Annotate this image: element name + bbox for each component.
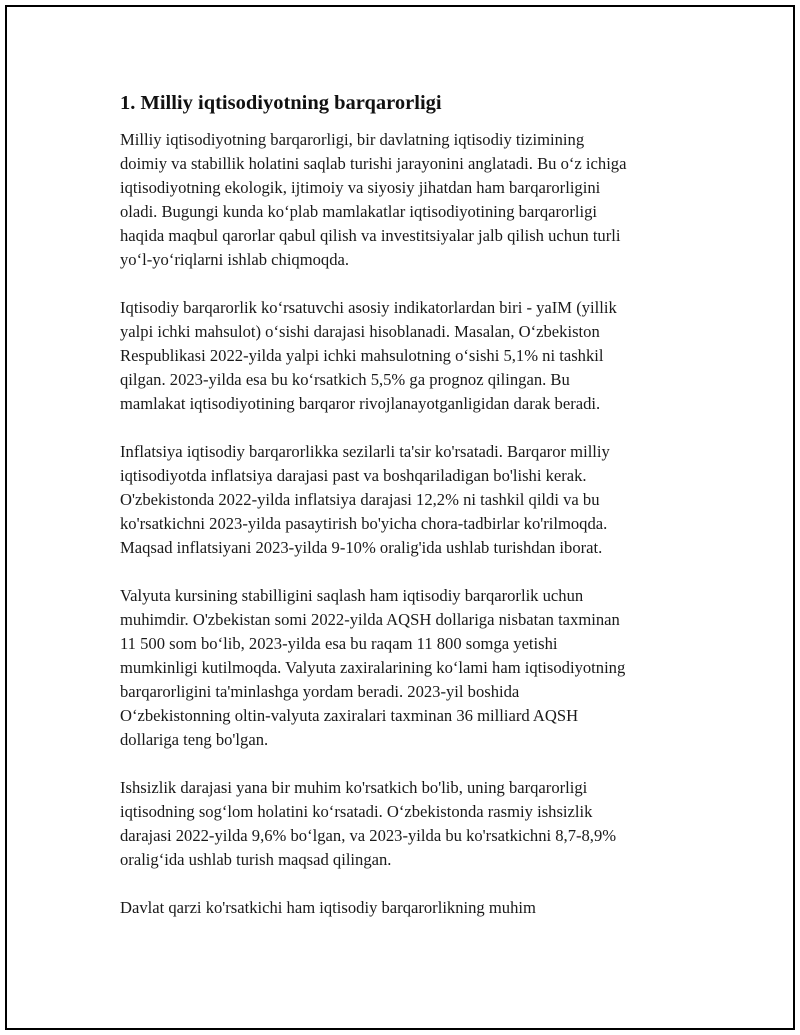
section-heading: 1. Milliy iqtisodiyotning barqarorligi	[120, 92, 442, 114]
text-line: O‘zbekistonning oltin-valyuta zaxiralari taxminan 36 milliard AQSH	[120, 706, 579, 725]
paragraph-list	[120, 128, 690, 920]
text-line: ko'rsatkichni 2023-yilda pasaytirish bo'yicha chora-tadbirlar ko'rilmoqda.	[120, 514, 608, 533]
text-line: qilgan. 2023-yilda esa bu ko‘rsatkich 5,5% ga prognoz qilingan. Bu	[120, 370, 570, 389]
text-line: darajasi 2022-yilda 9,6% bo‘lgan, va 2023-yilda bu ko'rsatkichni 8,7-8,9%	[120, 826, 617, 845]
text-line: oladi. Bugungi kunda ko‘plab mamlakatlar iqtisodiyotining barqarorligi	[120, 202, 597, 221]
text-line: Davlat qarzi ko'rsatkichi ham iqtisodiy barqarorlikning muhim	[120, 898, 536, 917]
text-line: Inflatsiya iqtisodiy barqarorlikka sezilarli ta'sir ko'rsatadi. Barqaror milliy	[120, 442, 610, 461]
text-line: iqtisodiyotning ekologik, ijtimoiy va siyosiy jihatdan ham barqarorligini	[120, 178, 601, 197]
text-line: Valyuta kursining stabilligini saqlash ham iqtisodiy barqarorlik uchun	[120, 586, 584, 605]
text-line: oralig‘ida ushlab turish maqsad qilingan.	[120, 850, 392, 869]
text-line: mumkinligi kutilmoqda. Valyuta zaxiralarining ko‘lami ham iqtisodiyotning	[120, 658, 626, 677]
text-line: iqtisodiyotda inflatsiya darajasi past va boshqariladigan bo'lishi kerak.	[120, 466, 587, 485]
paragraph	[120, 128, 690, 272]
document-body	[120, 90, 690, 944]
text-line: O'zbekistonda 2022-yilda inflatsiya darajasi 12,2% ni tashkil qildi va bu	[120, 490, 600, 509]
paragraph	[120, 896, 690, 920]
paragraph	[120, 440, 690, 560]
text-line: muhimdir. O'zbekistan somi 2022-yilda AQSH dollariga nisbatan taxminan	[120, 610, 620, 629]
text-line: yo‘l-yo‘riqlarni ishlab chiqmoqda.	[120, 250, 350, 269]
text-line: 11 500 som bo‘lib, 2023-yilda esa bu raqam 11 800 somga yetishi	[120, 634, 558, 653]
text-line: barqarorligini ta'minlashga yordam beradi. 2023-yil boshida	[120, 682, 520, 701]
text-line: iqtisodning sog‘lom holatini ko‘rsatadi. O‘zbekistonda rasmiy ishsizlik	[120, 802, 593, 821]
text-line: Iqtisodiy barqarorlik ko‘rsatuvchi asosiy indikatorlardan biri - yaIM (yillik	[120, 298, 617, 317]
text-line: Maqsad inflatsiyani 2023-yilda 9-10% oralig'ida ushlab turishdan iborat.	[120, 538, 603, 557]
paragraph	[120, 296, 690, 416]
text-line: Milliy iqtisodiyotning barqarorligi, bir davlatning iqtisodiy tizimining	[120, 130, 585, 149]
paragraph	[120, 776, 690, 872]
text-line: haqida maqbul qarorlar qabul qilish va investitsiyalar jalb qilish uchun turli	[120, 226, 621, 245]
text-line: Ishsizlik darajasi yana bir muhim ko'rsatkich bo'lib, uning barqarorligi	[120, 778, 588, 797]
text-line: dollariga teng bo'lgan.	[120, 730, 269, 749]
paragraph	[120, 584, 690, 752]
text-line: yalpi ichki mahsulot) o‘sishi darajasi hisoblanadi. Masalan, O‘zbekiston	[120, 322, 600, 341]
text-line: mamlakat iqtisodiyotining barqaror rivojlanayotganligidan darak beradi.	[120, 394, 601, 413]
text-line: doimiy va stabillik holatini saqlab turishi jarayonini anglatadi. Bu o‘z ichiga	[120, 154, 627, 173]
page-frame	[5, 5, 795, 1030]
text-line: Respublikasi 2022-yilda yalpi ichki mahsulotning o‘sishi 5,1% ni tashkil	[120, 346, 604, 365]
